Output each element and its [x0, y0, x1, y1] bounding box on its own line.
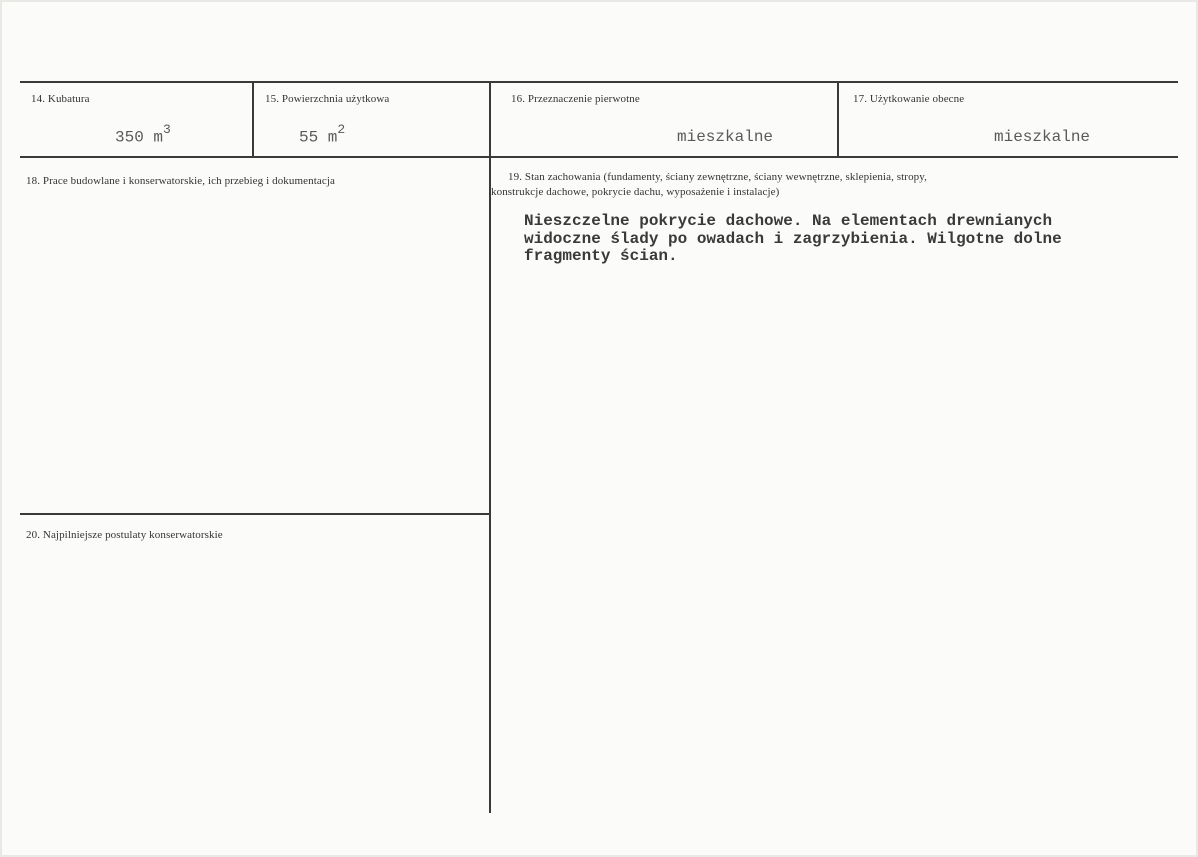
- divider-14-15: [252, 81, 254, 158]
- stan-label-line2: konstrukcje dachowe, pokrycie dachu, wyposażenie i instalacje): [491, 186, 780, 198]
- powierzchnia-label: 15. Powierzchnia użytkowa: [265, 93, 390, 105]
- przeznaczenie-label: 16. Przeznaczenie pierwotne: [511, 93, 640, 105]
- uzytkowanie-value: mieszkalne: [994, 128, 1091, 146]
- kubatura-exponent: 3: [163, 122, 171, 137]
- kubatura-label: 14. Kubatura: [31, 93, 90, 105]
- section18-bottom-rule: [20, 513, 490, 515]
- przeznaczenie-value: mieszkalne: [677, 128, 774, 146]
- divider-16-17: [837, 81, 839, 158]
- stan-text-line1: Nieszczelne pokrycie dachowe. Na elementach drewnianych: [524, 212, 1053, 230]
- stan-text-line2: widoczne ślady po owadach i zagrzybienia. Wilgotne dolne: [524, 230, 1062, 248]
- stan-text-line3: fragmenty ścian.: [524, 247, 678, 265]
- prace-label: 18. Prace budowlane i konserwatorskie, ich przebieg i dokumentacja: [26, 175, 335, 187]
- stan-label-line1: 19. Stan zachowania (fundamenty, ściany zewnętrzne, ściany wewnętrzne, sklepienia, stropy,: [508, 171, 928, 183]
- form-sheet: [2, 2, 1196, 855]
- kubatura-value: 350 $m^3$: [115, 122, 171, 147]
- powierzchnia-exponent: 2: [337, 122, 346, 137]
- postulaty-label: 20. Najpilniejsze postulaty konserwatorskie: [26, 529, 223, 541]
- powierzchnia-value: 55 $m^2$: [299, 122, 346, 147]
- row1-bottom-rule: [20, 156, 1178, 158]
- form-grid: [20, 81, 1178, 813]
- top-rule: [20, 81, 1178, 83]
- uzytkowanie-label: 17. Użytkowanie obecne: [853, 93, 965, 105]
